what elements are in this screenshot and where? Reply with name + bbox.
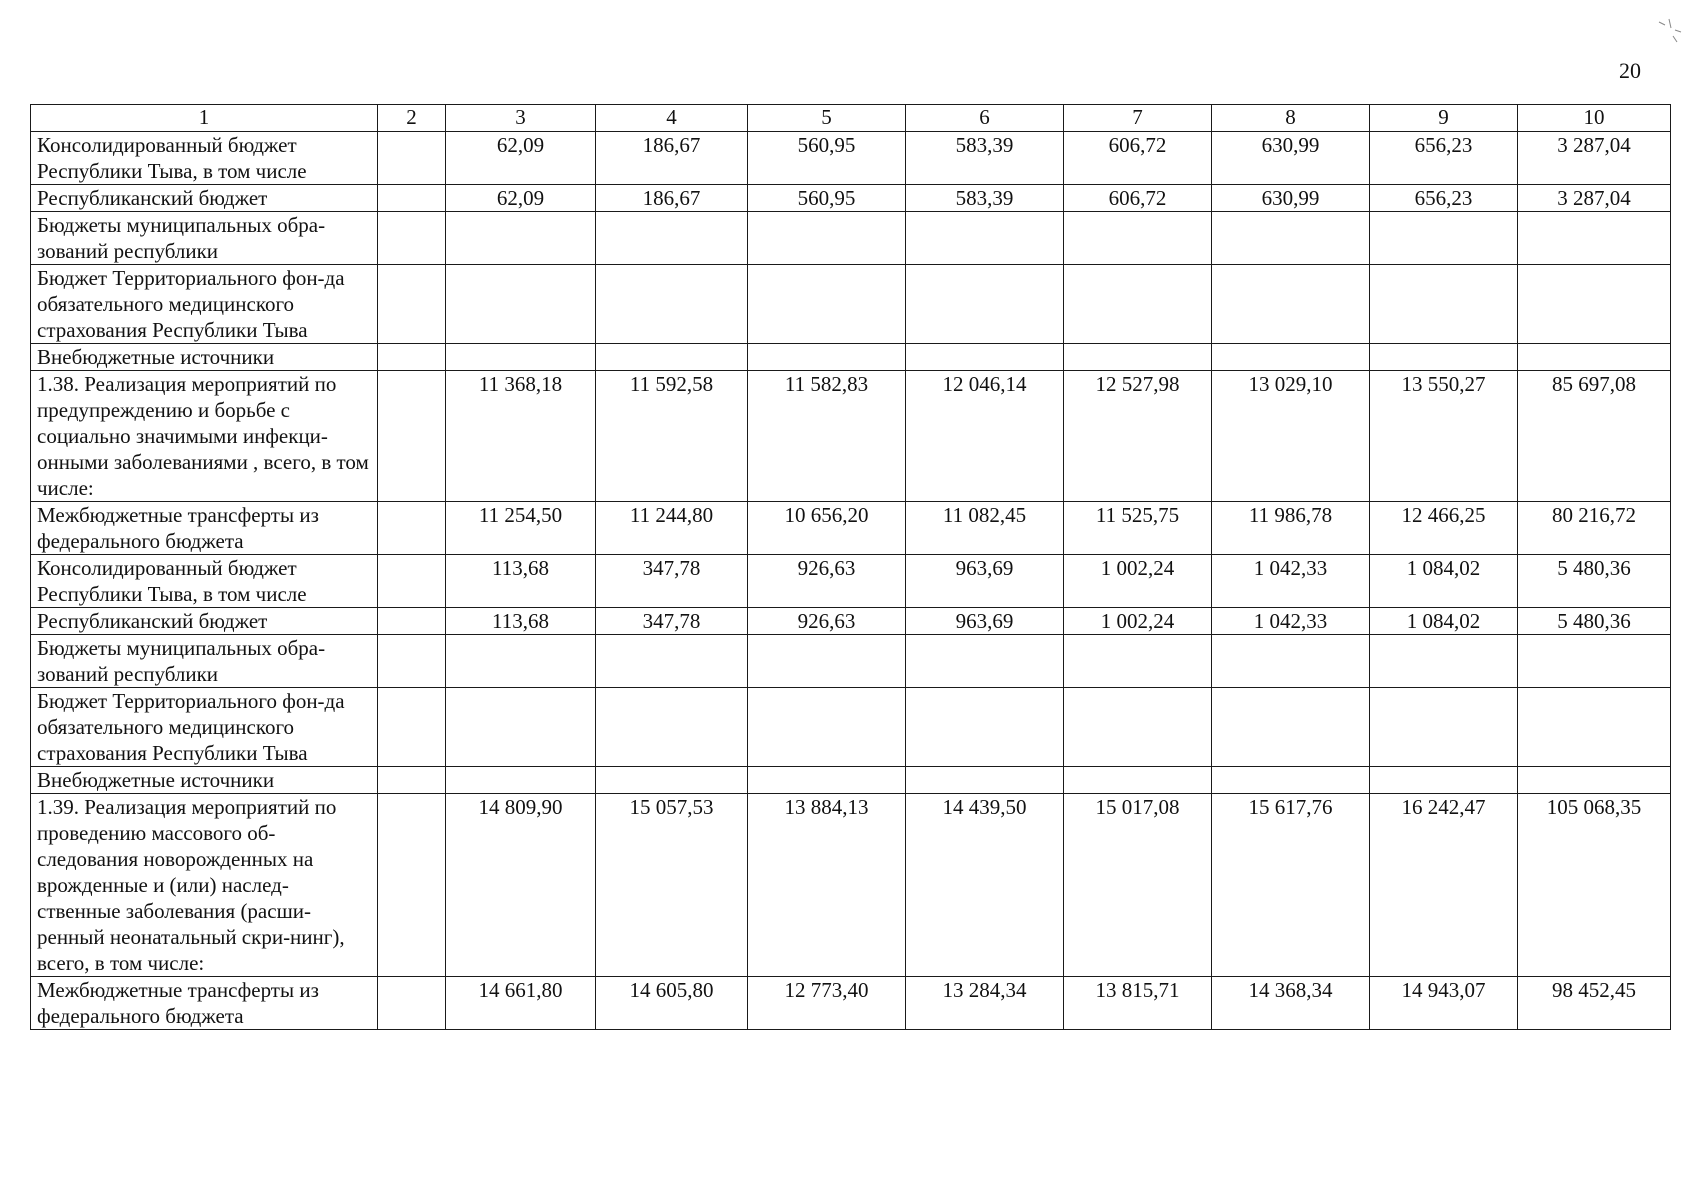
page-number: 20 bbox=[1619, 58, 1641, 83]
code-cell bbox=[378, 502, 446, 555]
value-cell bbox=[748, 212, 906, 265]
value-cell bbox=[446, 212, 596, 265]
value-cell bbox=[1064, 212, 1212, 265]
code-cell bbox=[378, 371, 446, 502]
value-cell: 606,72 bbox=[1064, 185, 1212, 212]
value-cell: 13 550,27 bbox=[1370, 371, 1518, 502]
value-cell: 15 017,08 bbox=[1064, 794, 1212, 977]
row-label: Республиканский бюджет bbox=[31, 185, 378, 212]
value-cell: 11 525,75 bbox=[1064, 502, 1212, 555]
value-cell bbox=[906, 635, 1064, 688]
header-cell: 1 bbox=[31, 105, 378, 132]
table-row bbox=[31, 212, 1671, 265]
value-cell: 630,99 bbox=[1212, 132, 1370, 185]
value-cell: 13 029,10 bbox=[1212, 371, 1370, 502]
header-cell: 10 bbox=[1518, 105, 1671, 132]
table-row bbox=[31, 371, 1671, 502]
total-cell: 98 452,45 bbox=[1518, 977, 1671, 1030]
value-cell: 14 809,90 bbox=[446, 794, 596, 977]
value-cell bbox=[1370, 688, 1518, 767]
value-cell: 13 284,34 bbox=[906, 977, 1064, 1030]
value-cell bbox=[748, 344, 906, 371]
table-row bbox=[31, 502, 1671, 555]
value-cell: 926,63 bbox=[748, 555, 906, 608]
value-cell bbox=[906, 767, 1064, 794]
value-cell bbox=[1064, 344, 1212, 371]
value-cell bbox=[906, 212, 1064, 265]
total-cell: 105 068,35 bbox=[1518, 794, 1671, 977]
row-label: Бюджет Территориального фон-да обязательного медицинского страхования Республики Тыва bbox=[31, 688, 378, 767]
code-cell bbox=[378, 767, 446, 794]
header-cell: 2 bbox=[378, 105, 446, 132]
value-cell bbox=[748, 635, 906, 688]
value-cell bbox=[1212, 344, 1370, 371]
total-cell bbox=[1518, 344, 1671, 371]
code-cell bbox=[378, 132, 446, 185]
code-cell bbox=[378, 688, 446, 767]
value-cell: 113,68 bbox=[446, 608, 596, 635]
table-row bbox=[31, 794, 1671, 977]
value-cell bbox=[1370, 635, 1518, 688]
value-cell: 12 527,98 bbox=[1064, 371, 1212, 502]
value-cell bbox=[906, 688, 1064, 767]
value-cell bbox=[596, 265, 748, 344]
value-cell: 560,95 bbox=[748, 185, 906, 212]
value-cell bbox=[1370, 265, 1518, 344]
table-row bbox=[31, 977, 1671, 1030]
value-cell bbox=[1212, 635, 1370, 688]
value-cell: 583,39 bbox=[906, 132, 1064, 185]
total-cell: 3 287,04 bbox=[1518, 185, 1671, 212]
header-cell: 5 bbox=[748, 105, 906, 132]
value-cell bbox=[596, 344, 748, 371]
code-cell bbox=[378, 185, 446, 212]
row-label: Консолидированный бюджет Республики Тыва, в том числе bbox=[31, 132, 378, 185]
header-cell: 8 bbox=[1212, 105, 1370, 132]
value-cell: 11 986,78 bbox=[1212, 502, 1370, 555]
value-cell: 606,72 bbox=[1064, 132, 1212, 185]
value-cell: 14 605,80 bbox=[596, 977, 748, 1030]
total-cell bbox=[1518, 767, 1671, 794]
table-row bbox=[31, 688, 1671, 767]
row-label: Консолидированный бюджет Республики Тыва, в том числе bbox=[31, 555, 378, 608]
row-label: 1.39. Реализация мероприятий по проведению массового об-следования новорожденных на врожденные и (или) наслед-ственные заболевания (расши-ренный неонатальный скри-нинг), всего, в том числе: bbox=[31, 794, 378, 977]
value-cell bbox=[906, 344, 1064, 371]
value-cell: 347,78 bbox=[596, 608, 748, 635]
value-cell: 113,68 bbox=[446, 555, 596, 608]
value-cell bbox=[1370, 212, 1518, 265]
value-cell bbox=[1370, 767, 1518, 794]
value-cell: 11 254,50 bbox=[446, 502, 596, 555]
total-cell bbox=[1518, 265, 1671, 344]
value-cell: 560,95 bbox=[748, 132, 906, 185]
scan-mark-icon bbox=[1655, 16, 1683, 46]
total-cell: 3 287,04 bbox=[1518, 132, 1671, 185]
value-cell: 11 592,58 bbox=[596, 371, 748, 502]
value-cell bbox=[1212, 212, 1370, 265]
header-cell: 9 bbox=[1370, 105, 1518, 132]
value-cell bbox=[1064, 265, 1212, 344]
value-cell: 1 002,24 bbox=[1064, 555, 1212, 608]
total-cell bbox=[1518, 688, 1671, 767]
value-cell: 62,09 bbox=[446, 185, 596, 212]
value-cell: 1 084,02 bbox=[1370, 555, 1518, 608]
value-cell: 16 242,47 bbox=[1370, 794, 1518, 977]
value-cell: 12 773,40 bbox=[748, 977, 906, 1030]
table-row bbox=[31, 635, 1671, 688]
code-cell bbox=[378, 265, 446, 344]
value-cell: 12 466,25 bbox=[1370, 502, 1518, 555]
value-cell: 11 244,80 bbox=[596, 502, 748, 555]
value-cell bbox=[596, 767, 748, 794]
value-cell: 62,09 bbox=[446, 132, 596, 185]
value-cell bbox=[1064, 688, 1212, 767]
value-cell: 583,39 bbox=[906, 185, 1064, 212]
value-cell: 963,69 bbox=[906, 608, 1064, 635]
total-cell: 80 216,72 bbox=[1518, 502, 1671, 555]
value-cell: 15 057,53 bbox=[596, 794, 748, 977]
row-label: Межбюджетные трансферты из федерального бюджета bbox=[31, 502, 378, 555]
value-cell bbox=[748, 265, 906, 344]
value-cell bbox=[446, 344, 596, 371]
row-label: Межбюджетные трансферты из федерального бюджета bbox=[31, 977, 378, 1030]
value-cell: 656,23 bbox=[1370, 185, 1518, 212]
value-cell: 630,99 bbox=[1212, 185, 1370, 212]
header-cell: 7 bbox=[1064, 105, 1212, 132]
table-row bbox=[31, 132, 1671, 185]
row-label: Бюджет Территориального фон-да обязательного медицинского страхования Республики Тыва bbox=[31, 265, 378, 344]
value-cell: 1 042,33 bbox=[1212, 555, 1370, 608]
value-cell bbox=[596, 212, 748, 265]
value-cell: 12 046,14 bbox=[906, 371, 1064, 502]
value-cell bbox=[1212, 767, 1370, 794]
total-cell: 5 480,36 bbox=[1518, 555, 1671, 608]
value-cell: 14 943,07 bbox=[1370, 977, 1518, 1030]
value-cell: 926,63 bbox=[748, 608, 906, 635]
value-cell: 15 617,76 bbox=[1212, 794, 1370, 977]
code-cell bbox=[378, 977, 446, 1030]
row-label: Внебюджетные источники bbox=[31, 767, 378, 794]
code-cell bbox=[378, 794, 446, 977]
code-cell bbox=[378, 635, 446, 688]
table-row bbox=[31, 344, 1671, 371]
value-cell: 13 884,13 bbox=[748, 794, 906, 977]
table-row bbox=[31, 265, 1671, 344]
total-cell bbox=[1518, 635, 1671, 688]
value-cell bbox=[906, 265, 1064, 344]
value-cell bbox=[1212, 265, 1370, 344]
code-cell bbox=[378, 212, 446, 265]
total-cell: 85 697,08 bbox=[1518, 371, 1671, 502]
table-row bbox=[31, 555, 1671, 608]
value-cell bbox=[1064, 635, 1212, 688]
value-cell: 11 582,83 bbox=[748, 371, 906, 502]
value-cell bbox=[1212, 688, 1370, 767]
table-row bbox=[31, 185, 1671, 212]
header-cell: 6 bbox=[906, 105, 1064, 132]
value-cell: 11 082,45 bbox=[906, 502, 1064, 555]
table-row bbox=[31, 767, 1671, 794]
row-label: 1.38. Реализация мероприятий по предупреждению и борьбе с социально значимыми инфекци-онными заболеваниями , всего, в том числе: bbox=[31, 371, 378, 502]
value-cell bbox=[596, 688, 748, 767]
value-cell bbox=[446, 688, 596, 767]
row-label: Бюджеты муниципальных обра-зований республики bbox=[31, 635, 378, 688]
value-cell: 14 661,80 bbox=[446, 977, 596, 1030]
value-cell: 347,78 bbox=[596, 555, 748, 608]
row-label: Внебюджетные источники bbox=[31, 344, 378, 371]
code-cell bbox=[378, 555, 446, 608]
value-cell: 186,67 bbox=[596, 185, 748, 212]
total-cell bbox=[1518, 212, 1671, 265]
value-cell bbox=[596, 635, 748, 688]
value-cell: 14 368,34 bbox=[1212, 977, 1370, 1030]
value-cell: 656,23 bbox=[1370, 132, 1518, 185]
value-cell bbox=[446, 635, 596, 688]
value-cell: 186,67 bbox=[596, 132, 748, 185]
value-cell bbox=[748, 688, 906, 767]
header-cell: 4 bbox=[596, 105, 748, 132]
value-cell bbox=[1064, 767, 1212, 794]
total-cell: 5 480,36 bbox=[1518, 608, 1671, 635]
value-cell: 13 815,71 bbox=[1064, 977, 1212, 1030]
value-cell bbox=[446, 767, 596, 794]
value-cell: 1 084,02 bbox=[1370, 608, 1518, 635]
value-cell: 1 002,24 bbox=[1064, 608, 1212, 635]
value-cell: 11 368,18 bbox=[446, 371, 596, 502]
value-cell: 14 439,50 bbox=[906, 794, 1064, 977]
value-cell: 10 656,20 bbox=[748, 502, 906, 555]
value-cell: 1 042,33 bbox=[1212, 608, 1370, 635]
value-cell bbox=[446, 265, 596, 344]
code-cell bbox=[378, 608, 446, 635]
value-cell: 963,69 bbox=[906, 555, 1064, 608]
row-label: Республиканский бюджет bbox=[31, 608, 378, 635]
code-cell bbox=[378, 344, 446, 371]
table-row bbox=[31, 608, 1671, 635]
value-cell bbox=[748, 767, 906, 794]
value-cell bbox=[1370, 344, 1518, 371]
header-row bbox=[31, 105, 1671, 132]
row-label: Бюджеты муниципальных обра-зований республики bbox=[31, 212, 378, 265]
header-cell: 3 bbox=[446, 105, 596, 132]
budget-table bbox=[30, 104, 1671, 1030]
